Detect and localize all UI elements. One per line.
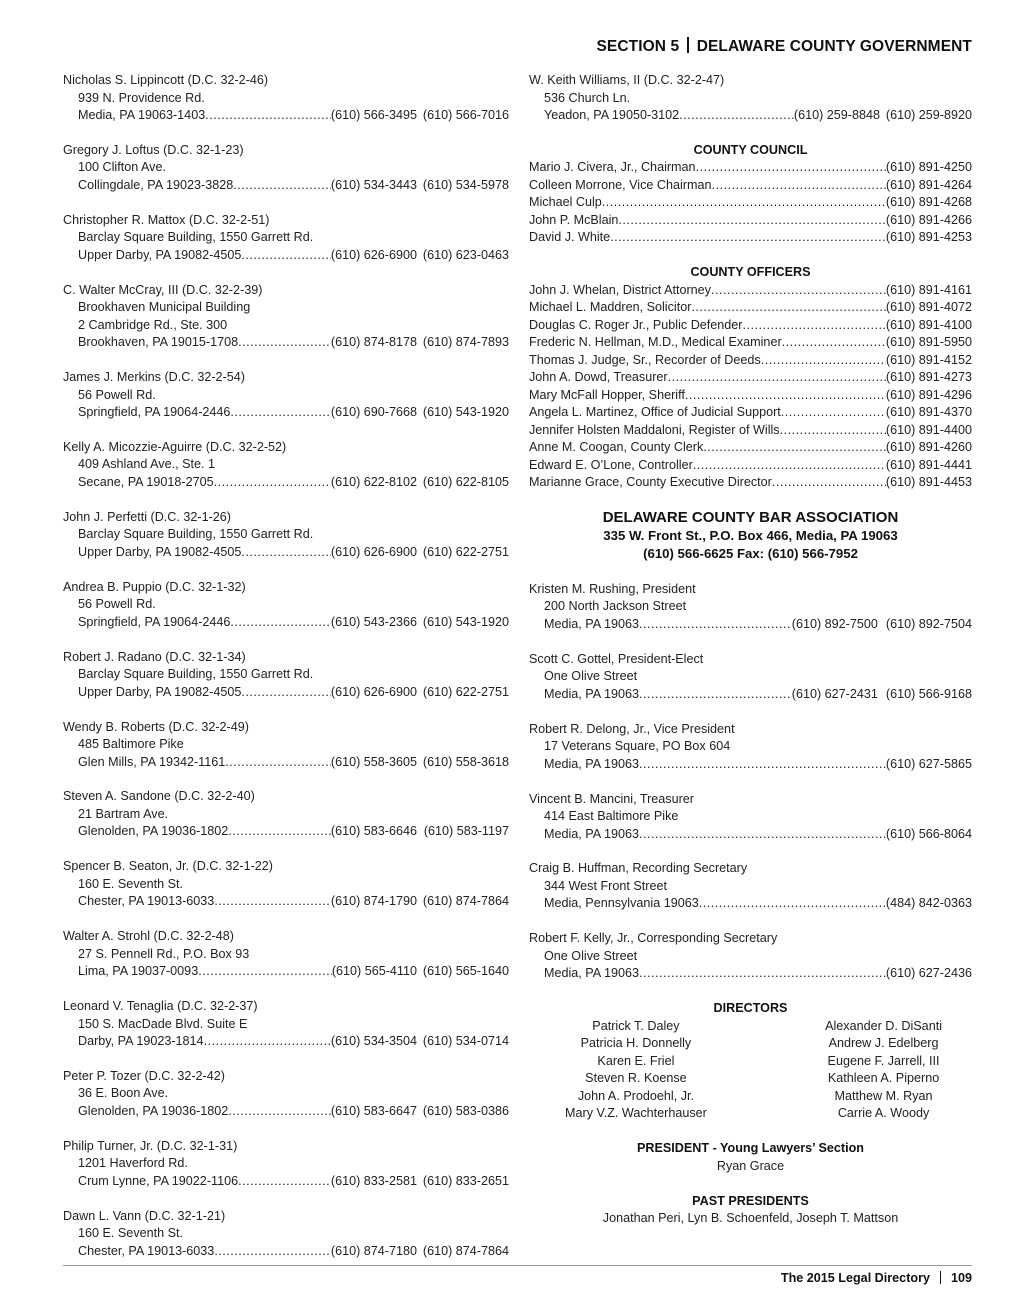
footer-divider bbox=[940, 1271, 941, 1284]
roster-row bbox=[529, 212, 972, 230]
member-name: Thomas J. Judge, Sr., Recorder of Deeds bbox=[529, 352, 761, 367]
entry-city: Upper Darby, PA 19082-4505 bbox=[78, 684, 242, 699]
directory-entry bbox=[63, 72, 509, 125]
entry-fax: (610) 622-2751 bbox=[422, 544, 509, 559]
dot-leader bbox=[618, 212, 886, 230]
entry-city: Secane, PA 19018-2705 bbox=[78, 474, 214, 489]
roster-row bbox=[529, 422, 972, 440]
member-name: Edward E. O’Lone, Controller bbox=[529, 457, 693, 472]
officer-city: Media, Pennsylvania 19063 bbox=[544, 896, 699, 911]
member-phone: (610) 891-4453 bbox=[885, 475, 972, 490]
entry-city: Lima, PA 19037-0093 bbox=[78, 964, 199, 979]
member-phone: (610) 891-4264 bbox=[885, 177, 972, 192]
roster-row bbox=[529, 369, 972, 387]
officer-phone: (610) 566-8064 bbox=[885, 826, 972, 841]
entry-contact-row bbox=[63, 823, 509, 841]
entry-city: Upper Darby, PA 19082-4505 bbox=[78, 544, 242, 559]
officer-name: Robert R. Delong, Jr., Vice President bbox=[529, 721, 735, 736]
entry-name: C. Walter McCray, III (D.C. 32-2-39) bbox=[63, 282, 263, 297]
member-phone: (610) 891-5950 bbox=[885, 335, 972, 350]
member-name: Frederic N. Hellman, M.D., Medical Examiner bbox=[529, 335, 782, 350]
entry-name: Steven A. Sandone (D.C. 32-2-40) bbox=[63, 789, 255, 804]
officer-address: 344 West Front Street bbox=[544, 878, 667, 893]
bar-association-title: DELAWARE COUNTY BAR ASSOCIATION bbox=[602, 509, 899, 527]
directors-right-column bbox=[825, 1018, 942, 1123]
dot-leader bbox=[668, 369, 886, 387]
entry-city: Brookhaven, PA 19015-1708 bbox=[78, 335, 239, 350]
officer-phone: (610) 627-2431 bbox=[791, 686, 878, 701]
roster-row bbox=[529, 229, 972, 247]
member-name: John J. Whelan, District Attorney bbox=[529, 282, 711, 297]
entry-name: Christopher R. Mattox (D.C. 32-2-51) bbox=[63, 212, 270, 227]
roster-row bbox=[529, 177, 972, 195]
director-name: Karen E. Friel bbox=[597, 1053, 675, 1068]
member-phone: (610) 891-4400 bbox=[885, 422, 972, 437]
directory-entry bbox=[63, 212, 509, 265]
member-name: John P. McBlain bbox=[529, 212, 619, 227]
entry-city: Glen Mills, PA 19342-1161 bbox=[78, 754, 226, 769]
entry-address: 100 Clifton Ave. bbox=[78, 160, 166, 175]
entry-city: Glenolden, PA 19036-1802 bbox=[78, 1103, 229, 1118]
entry-city: Upper Darby, PA 19082-4505 bbox=[78, 247, 242, 262]
entry-phone: (610) 558-3605 bbox=[330, 754, 417, 769]
member-phone: (610) 891-4250 bbox=[885, 160, 972, 175]
entry-phone: (610) 833-2581 bbox=[330, 1173, 417, 1188]
officer-phone: (610) 627-2436 bbox=[885, 966, 972, 981]
entry-address: Barclay Square Building, 1550 Garrett Rd. bbox=[78, 230, 314, 245]
member-name: Mario J. Civera, Jr., Chairman bbox=[529, 160, 696, 175]
entry-phone: (610) 874-7180 bbox=[330, 1243, 417, 1258]
entry-contact-row bbox=[529, 107, 972, 125]
past-presidents-names: Jonathan Peri, Lyn B. Schoenfeld, Joseph T. Mattson bbox=[602, 1211, 899, 1226]
entry-phone: (610) 874-1790 bbox=[330, 894, 417, 909]
entry-city: Springfield, PA 19064-2446 bbox=[78, 614, 231, 629]
entry-name: James J. Merkins (D.C. 32-2-54) bbox=[63, 370, 245, 385]
entry-contact-row bbox=[63, 614, 509, 632]
directory-entry bbox=[63, 142, 509, 195]
bar-officers-list bbox=[529, 581, 972, 983]
entry-contact-row bbox=[63, 893, 509, 911]
dot-leader bbox=[761, 352, 886, 370]
member-phone: (610) 891-4100 bbox=[885, 317, 972, 332]
dot-leader bbox=[703, 439, 886, 457]
dot-leader bbox=[228, 823, 331, 841]
dot-leader bbox=[204, 1033, 331, 1051]
entry-address: 409 Ashland Ave., Ste. 1 bbox=[78, 457, 216, 472]
entry-fax: (610) 583-1197 bbox=[423, 824, 509, 839]
director-name: Alexander D. DiSanti bbox=[825, 1018, 942, 1033]
officer-name: Kristen M. Rushing, President bbox=[529, 581, 696, 596]
roster-row bbox=[529, 317, 972, 335]
dot-leader bbox=[238, 334, 331, 352]
entry-name: Robert J. Radano (D.C. 32-1-34) bbox=[63, 649, 246, 664]
entry-address: 27 S. Pennell Rd., P.O. Box 93 bbox=[78, 946, 250, 961]
entry-fax: (610) 259-8920 bbox=[885, 108, 972, 122]
entry-phone: (610) 583-6647 bbox=[330, 1103, 417, 1118]
officer-city: Media, PA 19063 bbox=[544, 966, 639, 981]
entry-phone: (610) 534-3504 bbox=[330, 1034, 417, 1049]
member-name: Jennifer Holsten Maddaloni, Register of Wills bbox=[529, 422, 780, 437]
dot-leader bbox=[639, 826, 886, 844]
entry-city: Chester, PA 19013-6033 bbox=[78, 894, 215, 909]
directors-heading: DIRECTORS bbox=[713, 1001, 788, 1016]
dot-leader bbox=[205, 107, 331, 125]
entry-address: 56 Powell Rd. bbox=[78, 387, 156, 402]
director-name: Eugene F. Jarrell, III bbox=[827, 1053, 940, 1068]
member-phone: (610) 891-4268 bbox=[885, 195, 972, 210]
dot-leader bbox=[225, 754, 331, 772]
left-column bbox=[63, 72, 509, 1278]
roster-row bbox=[529, 352, 972, 370]
officer-phone: (610) 892-7500 bbox=[791, 616, 878, 631]
entry-contact-row bbox=[63, 1033, 509, 1051]
dot-leader bbox=[639, 616, 792, 634]
directory-entry bbox=[63, 1068, 509, 1121]
entry-contact-row bbox=[63, 1173, 509, 1191]
county-officers-list bbox=[529, 282, 972, 492]
entry-address: 939 N. Providence Rd. bbox=[78, 90, 205, 105]
dot-leader bbox=[214, 474, 331, 492]
entry-address: 2 Cambridge Rd., Ste. 300 bbox=[78, 317, 228, 332]
dot-leader bbox=[214, 1243, 331, 1261]
dot-leader bbox=[639, 686, 792, 704]
dot-leader bbox=[782, 334, 886, 352]
entry-name: Andrea B. Puppio (D.C. 32-1-32) bbox=[63, 579, 246, 594]
dot-leader bbox=[639, 756, 886, 774]
dot-leader bbox=[214, 893, 331, 911]
entry-name: Philip Turner, Jr. (D.C. 32-1-31) bbox=[63, 1138, 238, 1153]
directory-entry bbox=[63, 579, 509, 632]
roster-row bbox=[529, 194, 972, 212]
entry-fax: (610) 622-2751 bbox=[422, 684, 509, 699]
dot-leader bbox=[639, 965, 886, 983]
officer-contact-row bbox=[529, 826, 972, 844]
page-number: 109 bbox=[950, 1271, 972, 1285]
entry-contact-row bbox=[63, 247, 509, 265]
entry-phone: (610) 534-3443 bbox=[330, 177, 417, 192]
entry-phone: (610) 583-6646 bbox=[330, 824, 417, 839]
entry-phone: (610) 626-6900 bbox=[330, 544, 417, 559]
page-footer bbox=[781, 1270, 972, 1288]
dot-leader bbox=[743, 317, 886, 335]
entry-address: 536 Church Ln. bbox=[544, 90, 631, 105]
dot-leader bbox=[241, 544, 331, 562]
roster-row bbox=[529, 439, 972, 457]
directory-entry bbox=[63, 369, 509, 422]
dot-leader bbox=[241, 247, 331, 265]
dot-leader bbox=[780, 422, 886, 440]
entry-phone: (610) 566-3495 bbox=[330, 108, 417, 122]
entry-address: 36 E. Boon Ave. bbox=[78, 1086, 169, 1101]
dot-leader bbox=[696, 159, 886, 177]
entry-phone: (610) 874-8178 bbox=[330, 335, 417, 350]
officer-contact-row bbox=[529, 965, 972, 983]
dot-leader bbox=[699, 895, 886, 913]
entry-city: Darby, PA 19023-1814 bbox=[78, 1034, 204, 1049]
officer-phone: (484) 842-0363 bbox=[885, 896, 972, 911]
entry-address: Brookhaven Municipal Building bbox=[78, 300, 251, 315]
entry-city: Glenolden, PA 19036-1802 bbox=[78, 824, 229, 839]
member-name: David J. White bbox=[529, 230, 611, 245]
entry-fax: (610) 565-1640 bbox=[422, 964, 509, 979]
entry-phone: (610) 259-8848 bbox=[793, 108, 880, 122]
bar-officer-entry bbox=[529, 651, 972, 704]
entry-address: 160 E. Seventh St. bbox=[78, 1226, 184, 1241]
member-name: Colleen Morrone, Vice Chairman bbox=[529, 177, 712, 192]
directory-entry bbox=[63, 858, 509, 911]
entry-name: Walter A. Strohl (D.C. 32-2-48) bbox=[63, 929, 234, 944]
entry-city: Crum Lynne, PA 19022-1106 bbox=[78, 1173, 239, 1188]
entry-fax: (610) 622-8105 bbox=[422, 474, 509, 489]
footer-title: The 2015 Legal Directory bbox=[780, 1271, 930, 1285]
roster-row bbox=[529, 299, 972, 317]
entry-name: Dawn L. Vann (D.C. 32-1-21) bbox=[63, 1208, 226, 1223]
officer-address: 17 Veterans Square, PO Box 604 bbox=[544, 739, 731, 754]
entry-city: Media, PA 19063-1403 bbox=[78, 108, 206, 122]
dot-leader bbox=[233, 177, 331, 195]
roster-row bbox=[529, 474, 972, 492]
bar-officer-entry bbox=[529, 860, 972, 913]
directory-entry bbox=[63, 1138, 509, 1191]
director-name: Kathleen A. Piperno bbox=[827, 1071, 940, 1086]
dot-leader bbox=[602, 194, 886, 212]
member-name: John A. Dowd, Treasurer bbox=[529, 370, 668, 385]
dot-leader bbox=[691, 299, 885, 317]
director-name: Carrie A. Woody bbox=[837, 1106, 930, 1121]
entry-fax: (610) 833-2651 bbox=[422, 1173, 509, 1188]
director-name: Matthew M. Ryan bbox=[834, 1088, 933, 1103]
member-phone: (610) 891-4266 bbox=[885, 212, 972, 227]
county-council-heading: COUNTY COUNCIL bbox=[693, 142, 808, 157]
director-name: Mary V.Z. Wachterhauser bbox=[565, 1106, 707, 1121]
dot-leader bbox=[711, 282, 886, 300]
entry-address: 56 Powell Rd. bbox=[78, 597, 156, 612]
entry-fax: (610) 566-7016 bbox=[422, 108, 509, 122]
member-name: Marianne Grace, County Executive Director bbox=[529, 475, 772, 490]
officer-city: Media, PA 19063 bbox=[544, 756, 639, 771]
entry-contact-row bbox=[63, 544, 509, 562]
entry-name: John J. Perfetti (D.C. 32-1-26) bbox=[63, 509, 231, 524]
entry-fax: (610) 623-0463 bbox=[422, 247, 509, 262]
yls-heading: PRESIDENT - Young Lawyers’ Section bbox=[637, 1141, 864, 1156]
entry-address: 150 S. MacDade Blvd. Suite E bbox=[78, 1016, 248, 1031]
entry-contact-row bbox=[63, 754, 509, 772]
dot-leader bbox=[198, 963, 332, 981]
entry-fax: (610) 583-0386 bbox=[422, 1103, 509, 1118]
directory-entry bbox=[529, 72, 972, 125]
county-council-list bbox=[529, 159, 972, 247]
officer-fax: (610) 566-9168 bbox=[885, 686, 972, 701]
directory-entry bbox=[63, 928, 509, 981]
member-name: Michael L. Maddren, Solicitor bbox=[529, 300, 692, 315]
dot-leader bbox=[772, 474, 886, 492]
directory-entry bbox=[63, 282, 509, 352]
section-header bbox=[596, 37, 972, 56]
dot-leader bbox=[228, 1103, 331, 1121]
officer-city: Media, PA 19063 bbox=[544, 686, 639, 701]
dot-leader bbox=[241, 684, 331, 702]
roster-row bbox=[529, 159, 972, 177]
entry-name: W. Keith Williams, II (D.C. 32-2-47) bbox=[529, 73, 725, 87]
entry-phone: (610) 690-7668 bbox=[330, 405, 417, 420]
officer-name: Scott C. Gottel, President-Elect bbox=[529, 651, 704, 666]
entry-fax: (610) 874-7864 bbox=[422, 894, 509, 909]
entry-address: Barclay Square Building, 1550 Garrett Rd. bbox=[78, 667, 314, 682]
member-phone: (610) 891-4161 bbox=[885, 282, 972, 297]
member-name: Angela L. Martinez, Office of Judicial Support bbox=[529, 405, 781, 420]
entry-address: 485 Baltimore Pike bbox=[78, 737, 184, 752]
bar-association-phones: (610) 566-6625 Fax: (610) 566-7952 bbox=[643, 546, 858, 562]
entry-fax: (610) 874-7864 bbox=[422, 1243, 509, 1258]
entry-fax: (610) 534-5978 bbox=[422, 177, 509, 192]
member-name: Douglas C. Roger Jr., Public Defender bbox=[529, 317, 743, 332]
officer-contact-row bbox=[529, 616, 972, 634]
entry-phone: (610) 626-6900 bbox=[330, 684, 417, 699]
member-name: Anne M. Coogan, County Clerk bbox=[529, 440, 704, 455]
directory-entry bbox=[63, 719, 509, 772]
entry-city: Chester, PA 19013-6033 bbox=[78, 1243, 215, 1258]
dot-leader bbox=[610, 229, 886, 247]
entry-name: Spencer B. Seaton, Jr. (D.C. 32-1-22) bbox=[63, 859, 273, 874]
entry-fax: (610) 543-1920 bbox=[422, 614, 509, 629]
entry-fax: (610) 558-3618 bbox=[422, 754, 509, 769]
bar-officer-entry bbox=[529, 721, 972, 774]
bar-officer-entry bbox=[529, 791, 972, 844]
member-phone: (610) 891-4260 bbox=[885, 440, 972, 455]
member-phone: (610) 891-4441 bbox=[885, 457, 972, 472]
directory-entry bbox=[63, 1208, 509, 1261]
entry-contact-row bbox=[63, 404, 509, 422]
member-name: Mary McFall Hopper, Sheriff bbox=[529, 387, 685, 402]
entry-name: Nicholas S. Lippincott (D.C. 32-2-46) bbox=[63, 73, 269, 87]
officer-phone: (610) 627-5865 bbox=[885, 756, 972, 771]
officer-address: 414 East Baltimore Pike bbox=[544, 809, 679, 824]
dot-leader bbox=[238, 1173, 331, 1191]
roster-row bbox=[529, 457, 972, 475]
dot-leader bbox=[711, 177, 885, 195]
officer-contact-row bbox=[529, 686, 972, 704]
roster-row bbox=[529, 387, 972, 405]
entry-city: Springfield, PA 19064-2446 bbox=[78, 405, 231, 420]
entry-name: Peter P. Tozer (D.C. 32-2-42) bbox=[63, 1068, 225, 1083]
county-officers-heading: COUNTY OFFICERS bbox=[690, 265, 811, 280]
dot-leader bbox=[693, 457, 886, 475]
member-phone: (610) 891-4296 bbox=[885, 387, 972, 402]
entry-city: Collingdale, PA 19023-3828 bbox=[78, 177, 234, 192]
bar-association-address: 335 W. Front St., P.O. Box 466, Media, PA 19063 bbox=[603, 528, 898, 544]
member-phone: (610) 891-4273 bbox=[885, 370, 972, 385]
yls-president-name: Ryan Grace bbox=[716, 1158, 785, 1173]
bar-officer-entry bbox=[529, 930, 972, 983]
officer-contact-row bbox=[529, 756, 972, 774]
entry-address: Barclay Square Building, 1550 Garrett Rd. bbox=[78, 527, 314, 542]
directors-list bbox=[529, 1018, 972, 1123]
directory-entry bbox=[63, 439, 509, 492]
entry-name: Leonard V. Tenaglia (D.C. 32-2-37) bbox=[63, 999, 258, 1014]
directory-entry bbox=[63, 998, 509, 1051]
roster-row bbox=[529, 404, 972, 422]
entry-fax: (610) 534-0714 bbox=[422, 1034, 509, 1049]
entry-fax: (610) 874-7893 bbox=[422, 335, 509, 350]
director-name: Patricia H. Donnelly bbox=[580, 1036, 692, 1051]
entry-address: 160 E. Seventh St. bbox=[78, 876, 184, 891]
entry-name: Gregory J. Loftus (D.C. 32-1-23) bbox=[63, 142, 244, 157]
officer-city: Media, PA 19063 bbox=[544, 826, 639, 841]
entry-phone: (610) 543-2366 bbox=[330, 614, 417, 629]
officer-address: One Olive Street bbox=[544, 948, 638, 963]
entry-fax: (610) 543-1920 bbox=[422, 405, 509, 420]
entry-contact-row bbox=[63, 177, 509, 195]
entry-contact-row bbox=[63, 107, 509, 125]
director-name: Andrew J. Edelberg bbox=[828, 1036, 939, 1051]
entry-contact-row bbox=[63, 963, 509, 981]
director-name: Steven R. Koense bbox=[585, 1071, 687, 1086]
entry-contact-row bbox=[63, 1103, 509, 1121]
entry-address: 1201 Haverford Rd. bbox=[78, 1156, 188, 1171]
dot-leader bbox=[685, 387, 886, 405]
entry-contact-row bbox=[63, 474, 509, 492]
entry-contact-row bbox=[63, 334, 509, 352]
entry-name: Wendy B. Roberts (D.C. 32-2-49) bbox=[63, 719, 249, 734]
past-presidents-heading: PAST PRESIDENTS bbox=[692, 1193, 809, 1208]
footer-rule bbox=[63, 1265, 972, 1266]
entry-phone: (610) 626-6900 bbox=[330, 247, 417, 262]
director-name: Patrick T. Daley bbox=[592, 1018, 680, 1033]
member-phone: (610) 891-4152 bbox=[885, 352, 972, 367]
directory-entry bbox=[63, 788, 509, 841]
entry-contact-row bbox=[63, 684, 509, 702]
officer-name: Vincent B. Mancini, Treasurer bbox=[529, 791, 694, 806]
directors-left-column bbox=[565, 1018, 707, 1123]
member-phone: (610) 891-4072 bbox=[885, 300, 972, 315]
roster-row bbox=[529, 334, 972, 352]
officer-name: Craig B. Huffman, Recording Secretary bbox=[529, 861, 748, 876]
member-name: Michael Culp bbox=[529, 195, 602, 210]
entry-address: 21 Bartram Ave. bbox=[78, 806, 169, 821]
section-title: DELAWARE COUNTY GOVERNMENT bbox=[696, 38, 972, 55]
dot-leader bbox=[230, 404, 330, 422]
roster-row bbox=[529, 282, 972, 300]
entry-phone: (610) 622-8102 bbox=[330, 474, 417, 489]
bar-officer-entry bbox=[529, 581, 972, 634]
officer-address: One Olive Street bbox=[544, 669, 638, 684]
director-name: John A. Prodoehl, Jr. bbox=[577, 1088, 695, 1103]
officer-fax: (610) 892-7504 bbox=[885, 616, 972, 631]
entry-contact-row bbox=[63, 1243, 509, 1261]
officer-city: Media, PA 19063 bbox=[544, 616, 639, 631]
member-phone: (610) 891-4253 bbox=[885, 230, 972, 245]
dot-leader bbox=[781, 404, 886, 422]
entry-city: Yeadon, PA 19050-3102 bbox=[544, 108, 680, 122]
section-label: SECTION 5 bbox=[596, 38, 680, 55]
dot-leader bbox=[230, 614, 330, 632]
right-column bbox=[529, 72, 972, 1228]
officer-contact-row bbox=[529, 895, 972, 913]
member-phone: (610) 891-4370 bbox=[885, 405, 972, 420]
entry-phone: (610) 565-4110 bbox=[331, 964, 417, 979]
officer-name: Robert F. Kelly, Jr., Corresponding Secretary bbox=[529, 931, 778, 946]
officer-address: 200 North Jackson Street bbox=[544, 599, 687, 614]
entry-name: Kelly A. Micozzie-Aguirre (D.C. 32-2-52) bbox=[63, 439, 287, 454]
directory-entry bbox=[63, 509, 509, 562]
directory-entry bbox=[63, 649, 509, 702]
header-divider bbox=[687, 37, 689, 53]
